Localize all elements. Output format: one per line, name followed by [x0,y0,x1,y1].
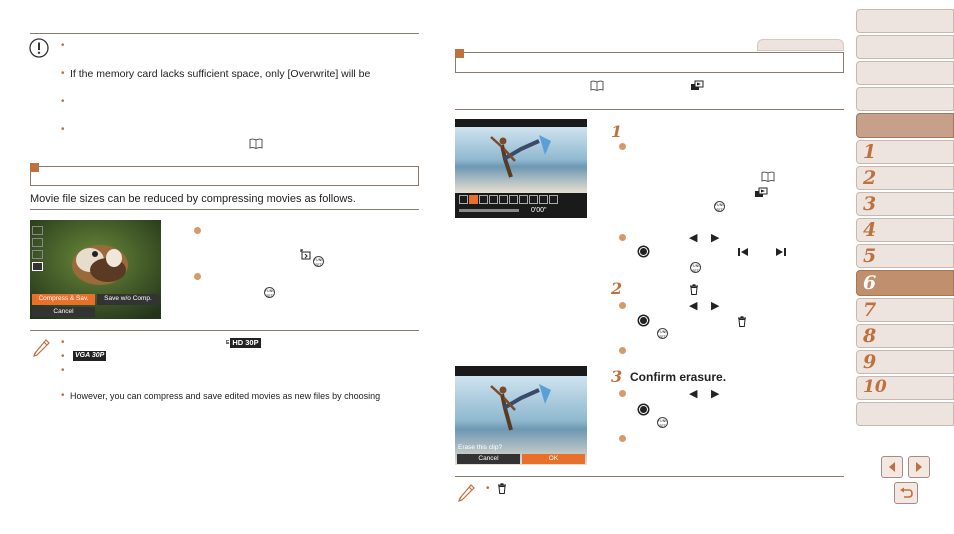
step3-dot-2 [619,435,626,442]
nav-chapter-2[interactable]: 2 [856,166,954,190]
nav-tab-before-use[interactable] [856,35,954,59]
func-set-button-icon: FUNC SET [691,263,701,273]
arrow-right-icon [913,461,925,473]
compress-step-dot-2 [194,273,201,280]
compress-step-dot-1 [194,227,201,234]
nav-chapter-3[interactable]: 3 [856,192,954,216]
movie-edit-icon [299,249,311,261]
playback-mode-icon [690,80,704,91]
note-bullet-1: • [61,337,65,348]
vga-30p-badge: VGA 30P [75,351,105,359]
nav-tab-basic-guide[interactable] [856,61,954,85]
step3-dot-1 [619,390,626,397]
right-notes-rule [455,476,844,477]
control-dial-icon [639,405,648,414]
erase-confirm-prompt: Erase this clip? [458,444,503,451]
save-without-compression-button[interactable]: Save w/o Comp. [97,294,159,305]
nav-tab-advanced-guide[interactable] [856,87,954,111]
book-reference-icon[interactable] [761,171,775,182]
caution-text-2: If the memory card lacks sufficient space, only [Overwrite] will be [70,68,371,80]
step2-dot-2 [619,347,626,354]
pencil-note-icon [31,335,51,357]
step1-dot-2 [619,234,626,241]
step1-dot-1 [619,143,626,150]
erase-section-header [455,52,844,73]
right-arrow-glyph: ▶ [711,300,720,312]
nav-tab-cover[interactable] [856,9,954,33]
compress-section-header [30,166,419,186]
step-3-number: 3 [611,367,623,386]
compress-cancel-button[interactable]: Cancel [32,307,95,317]
step-3-title: Confirm erasure. [630,370,727,384]
chapter-tab [757,39,844,51]
nav-chapter-4[interactable]: 4 [856,218,954,242]
right-arrow-glyph: ▶ [711,232,720,244]
player-time: 0'00" [531,207,547,214]
top-rule [30,33,419,34]
control-dial-icon [639,316,648,325]
left-arrow-glyph: ◀ [689,232,698,244]
nav-chapter-10[interactable]: 10 [856,376,954,400]
book-reference-icon[interactable] [249,138,263,149]
caution-icon [29,38,49,58]
left-arrow-glyph: ◀ [689,388,698,400]
step2-dot-1 [619,302,626,309]
skip-back-icon [737,247,749,257]
return-button[interactable] [894,482,918,504]
compress-intro: Movie file sizes can be reduced by compressing movies as follows. [30,193,356,205]
book-reference-icon[interactable] [590,80,604,91]
step-2-number: 2 [611,279,623,298]
caution-bullet-2: • [61,68,65,79]
func-set-button-icon: FUNC SET [715,202,725,212]
nav-chapter-6[interactable]: 6 [856,270,954,296]
trash-icon [497,483,507,494]
note-bullet-2: • [61,351,65,362]
func-set-button-icon: FUNC SET [658,329,668,339]
func-set-button-icon: FUNC SET [265,288,275,298]
erase-cancel-button[interactable]: Cancel [457,454,520,464]
skip-forward-icon [775,247,787,257]
caution-bullet-1: • [61,40,65,51]
right-arrow-glyph: ▶ [711,388,720,400]
nav-tab-camera-basics[interactable] [856,113,954,138]
arrow-left-icon [886,461,898,473]
next-page-button[interactable] [908,456,930,478]
hd-30p-badge: E HD 30P [226,337,259,347]
compress-screen-image [30,220,161,319]
erase-confirm-image [455,366,587,465]
return-icon [899,487,913,499]
nav-chapter-9[interactable]: 9 [856,350,954,374]
trash-icon [737,316,747,327]
func-set-button-icon: FUNC SET [658,418,668,428]
movie-player-image [455,119,587,218]
nav-chapter-7[interactable]: 7 [856,298,954,322]
erase-ok-button[interactable]: OK [522,454,585,464]
note-bullet-3: • [61,365,65,376]
step-1-number: 1 [611,122,623,141]
nav-chapter-8[interactable]: 8 [856,324,954,348]
compress-save-button[interactable]: Compress & Sav. [32,294,95,305]
pencil-note-icon [456,480,476,502]
caution-bullet-4: • [61,124,65,135]
nav-tab-index[interactable] [856,402,954,426]
control-dial-icon [639,247,648,256]
previous-page-button[interactable] [881,456,903,478]
right-note-bullet: • [486,483,490,494]
nav-chapter-5[interactable]: 5 [856,244,954,268]
intro-rule [30,209,419,210]
left-arrow-glyph: ◀ [689,300,698,312]
trash-icon [689,284,699,295]
nav-chapter-1[interactable]: 1 [856,140,954,164]
func-set-button-icon: FUNC SET [314,257,324,267]
caution-bullet-3: • [61,96,65,107]
movie-edit-icon [754,187,768,198]
note-bullet-4: • [61,390,65,401]
notes-rule [30,330,419,331]
note-text-4: However, you can compress and save edited movies as new files by choosing [70,391,381,401]
erase-intro-rule [455,109,844,110]
